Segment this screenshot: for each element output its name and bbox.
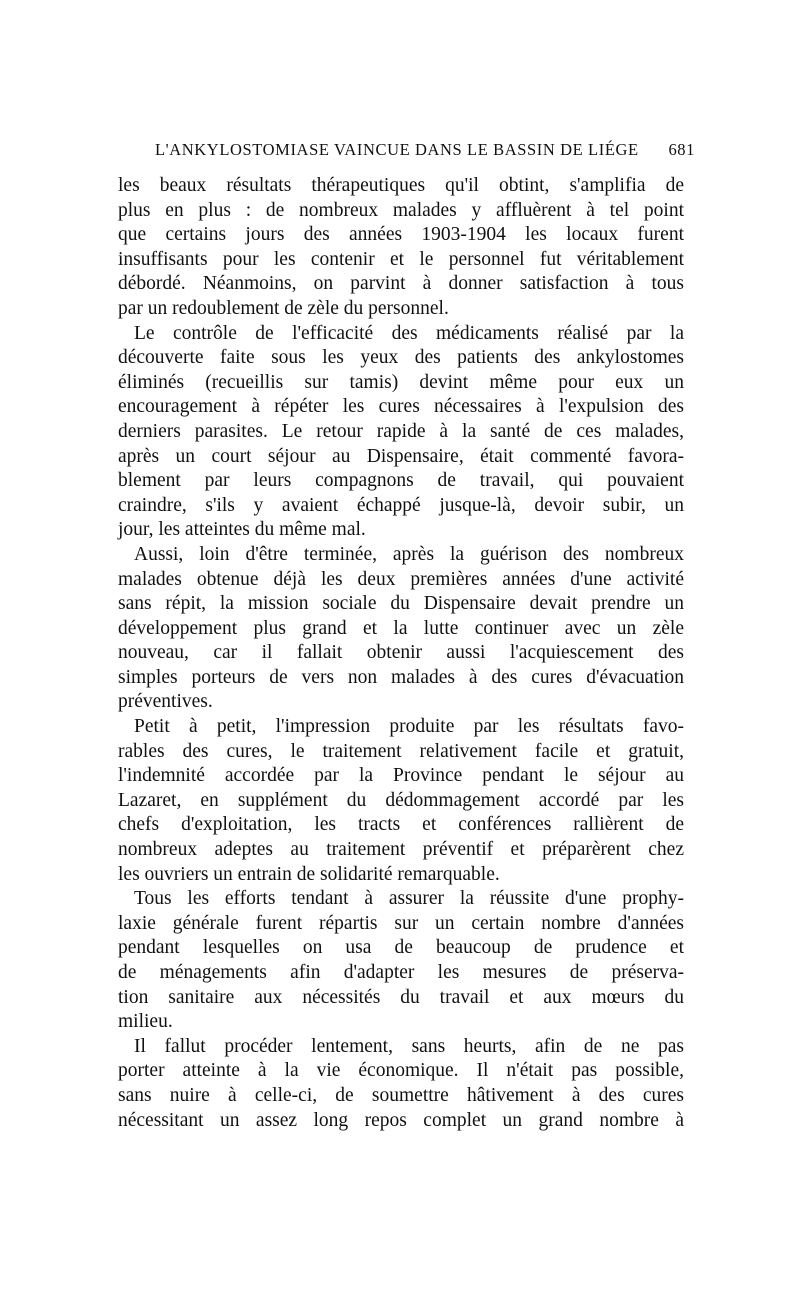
text-line: malades obtenue déjà les deux premières années d'une activité [118, 568, 684, 590]
text-line: sans nuire à celle-ci, de soumettre hâtivement à des cures [118, 1084, 684, 1106]
paragraph [118, 322, 684, 543]
text-line: nombreux adeptes au traitement préventif et préparèrent chez [118, 839, 684, 861]
text-line: les ouvriers un entrain de solidarité remarquable. [118, 863, 500, 885]
text-line: porter atteinte à la vie économique. Il n'était pas possible, [118, 1060, 684, 1082]
text-line: Tous les efforts tendant à assurer la réussite d'une prophy- [134, 888, 684, 910]
text-line: jour, les atteintes du même mal. [118, 519, 366, 541]
paragraph [118, 543, 684, 715]
text-line: nécessitant un assez long repos complet un grand nombre à [118, 1109, 684, 1131]
text-line: l'indemnité accordée par la Province pendant le séjour au [118, 765, 684, 787]
text-line: développement plus grand et la lutte continuer avec un zèle [118, 617, 684, 639]
text-line: plus en plus : de nombreux malades y affluèrent à tel point [118, 199, 684, 221]
body-text [118, 174, 684, 1133]
text-line: éliminés (recueillis sur tamis) devint même pour eux un [118, 371, 684, 393]
text-line: simples porteurs de vers non malades à des cures d'évacuation [118, 666, 684, 688]
text-line: blement par leurs compagnons de travail, qui pouvaient [118, 470, 684, 492]
text-line: pendant lesquelles on usa de beaucoup de prudence et [118, 937, 684, 959]
text-line: Il fallut procéder lentement, sans heurts, afin de ne pas [134, 1035, 684, 1057]
text-line: les beaux résultats thérapeutiques qu'il obtint, s'amplifia de [118, 175, 684, 196]
text-line: sans répit, la mission sociale du Dispensaire devait prendre un [118, 593, 684, 615]
text-line: nouveau, car il fallait obtenir aussi l'acquiescement des [118, 642, 684, 664]
text-line: insuffisants pour les contenir et le personnel fut véritablement [118, 248, 684, 270]
text-line: Aussi, loin d'être terminée, après la guérison des nombreux [134, 543, 684, 565]
text-line: Le contrôle de l'efficacité des médicaments réalisé par la [134, 322, 684, 344]
paragraph [118, 1035, 684, 1133]
paragraph [118, 174, 684, 322]
text-line: tion sanitaire aux nécessités du travail et aux mœurs du [118, 986, 684, 1008]
text-line: par un redoublement de zèle du personnel. [118, 297, 449, 319]
text-line: Petit à petit, l'impression produite par les résultats favo- [134, 716, 684, 738]
text-line: Lazaret, en supplément du dédommagement accordé par les [118, 789, 684, 811]
running-title: L'ANKYLOSTOMIASE VAINCUE DANS LE BASSIN DE LIÉGE [155, 140, 639, 159]
text-line: découverte faite sous les yeux des patients des ankylostomes [118, 347, 684, 369]
paragraph [118, 887, 684, 1035]
text-line: craindre, s'ils y avaient échappé jusque-là, devoir subir, un [118, 494, 684, 516]
text-line: rables des cures, le traitement relativement facile et gratuit, [118, 740, 684, 762]
text-line: après un court séjour au Dispensaire, était commenté favora- [118, 445, 684, 467]
page-number: 681 [668, 140, 695, 159]
text-line: chefs d'exploitation, les tracts et conférences rallièrent de [118, 814, 684, 836]
text-line: milieu. [118, 1011, 173, 1033]
text-line: préventives. [118, 691, 213, 713]
text-line: derniers parasites. Le retour rapide à la santé de ces malades, [118, 420, 684, 442]
running-head [155, 140, 695, 162]
text-line: laxie générale furent répartis sur un certain nombre d'années [118, 912, 684, 934]
text-line: que certains jours des années 1903-1904 les locaux furent [118, 224, 684, 246]
text-line: de ménagements afin d'adapter les mesures de préserva- [118, 962, 684, 983]
paragraph [118, 715, 684, 887]
text-line: débordé. Néanmoins, on parvint à donner satisfaction à tous [118, 273, 684, 295]
text-line: encouragement à répéter les cures nécessaires à l'expulsion des [118, 396, 684, 418]
